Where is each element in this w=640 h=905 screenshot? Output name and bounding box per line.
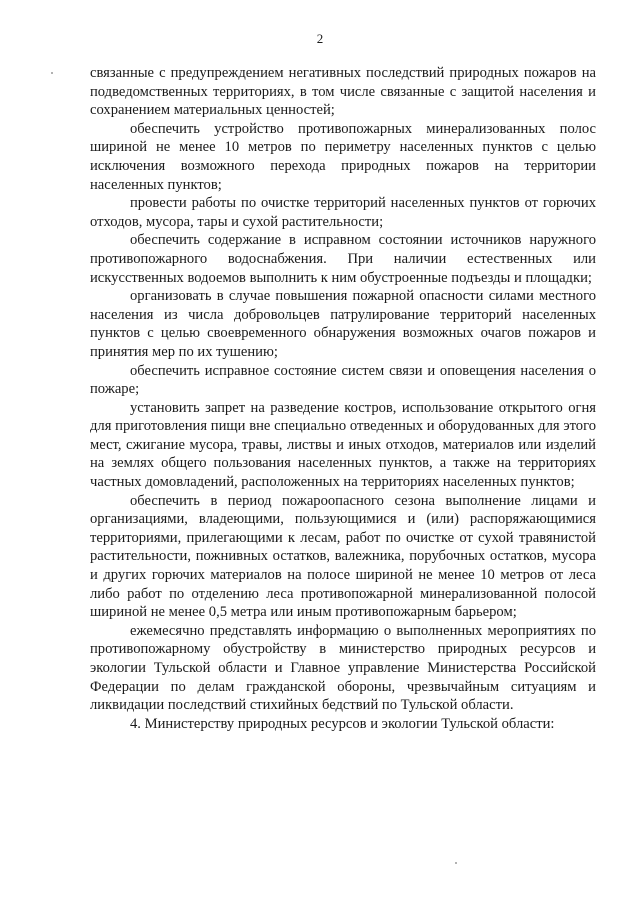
paragraph-item-4: 4. Министерству природных ресурсов и экологии Тульской области: xyxy=(130,715,555,732)
left-margin-mark xyxy=(51,72,53,74)
bottom-scan-mark xyxy=(455,862,457,864)
paragraph-communication: обеспечить исправное состояние систем связи и оповещения населения о пожаре; xyxy=(90,362,596,398)
paragraph-firebreak-strips: обеспечить устройство противопожарных минерализованных полос шириной не менее 10 метров по периметру населенных пунктов с целью исключения возможного перехода природных пожаров на территории населенных пунктов; xyxy=(90,120,596,193)
paragraph-fire-ban: установить запрет на разведение костров, использование открытого огня для приготовления пищи вне специально отведенных и оборудованных для этого мест, сжигание мусора, травы, листвы и иных отходов, материалов или изделий на землях общего пользования населенных пунктов, а также на территориях частных домовладений, расположенных на территориях населенных пунктов; xyxy=(90,399,596,491)
paragraph-monthly-report: ежемесячно представлять информацию о выполненных мероприятиях по противопожарному обустройству в министерство природных ресурсов и экологии Тульской области и Главное управление Министерства Российской Федерации по делам гражданской обороны, чрезвычайным ситуациям и ликвидации последствий стихийных бедствий по Тульской области. xyxy=(90,622,596,714)
document-body xyxy=(90,64,596,733)
page-number: 2 xyxy=(316,31,324,46)
paragraph-forest-clearing: обеспечить в период пожароопасного сезона выполнение лицами и организациями, владеющими, пользующимися и (или) распоряжающимися территориями, прилегающими к лесам, работ по очистке от сухой травянистой растительности, пожнивных остатков, валежника, порубочных остатков, мусора и других горючих материалов на полосе шириной не менее 10 метров от леса либо работ по отделению леса противопожарной минерализованной полосой шириной не менее 0,5 метра или иным противопожарным барьером; xyxy=(90,492,596,621)
paragraph-continuation: связанные с предупреждением негативных последствий природных пожаров на подведомственных территориях, в том числе связанные с защитой населения и сохранением материальных ценностей; xyxy=(90,65,596,119)
paragraph-water-supply: обеспечить содержание в исправном состоянии источников наружного противопожарного водоснабжения. При наличии естественных или искусственных водоемов выполнить к ним обустроенные подъезды и площадки; xyxy=(90,232,596,286)
paragraph-patrol: организовать в случае повышения пожарной опасности силами местного населения из числа добровольцев патрулирование территорий населенных пунктов с целью своевременного обнаружения возможных очагов пожаров и принятия мер по их тушению; xyxy=(90,288,596,360)
paragraph-cleanup-works: провести работы по очистке территорий населенных пунктов от горючих отходов, мусора, тары и сухой растительности; xyxy=(90,195,596,230)
